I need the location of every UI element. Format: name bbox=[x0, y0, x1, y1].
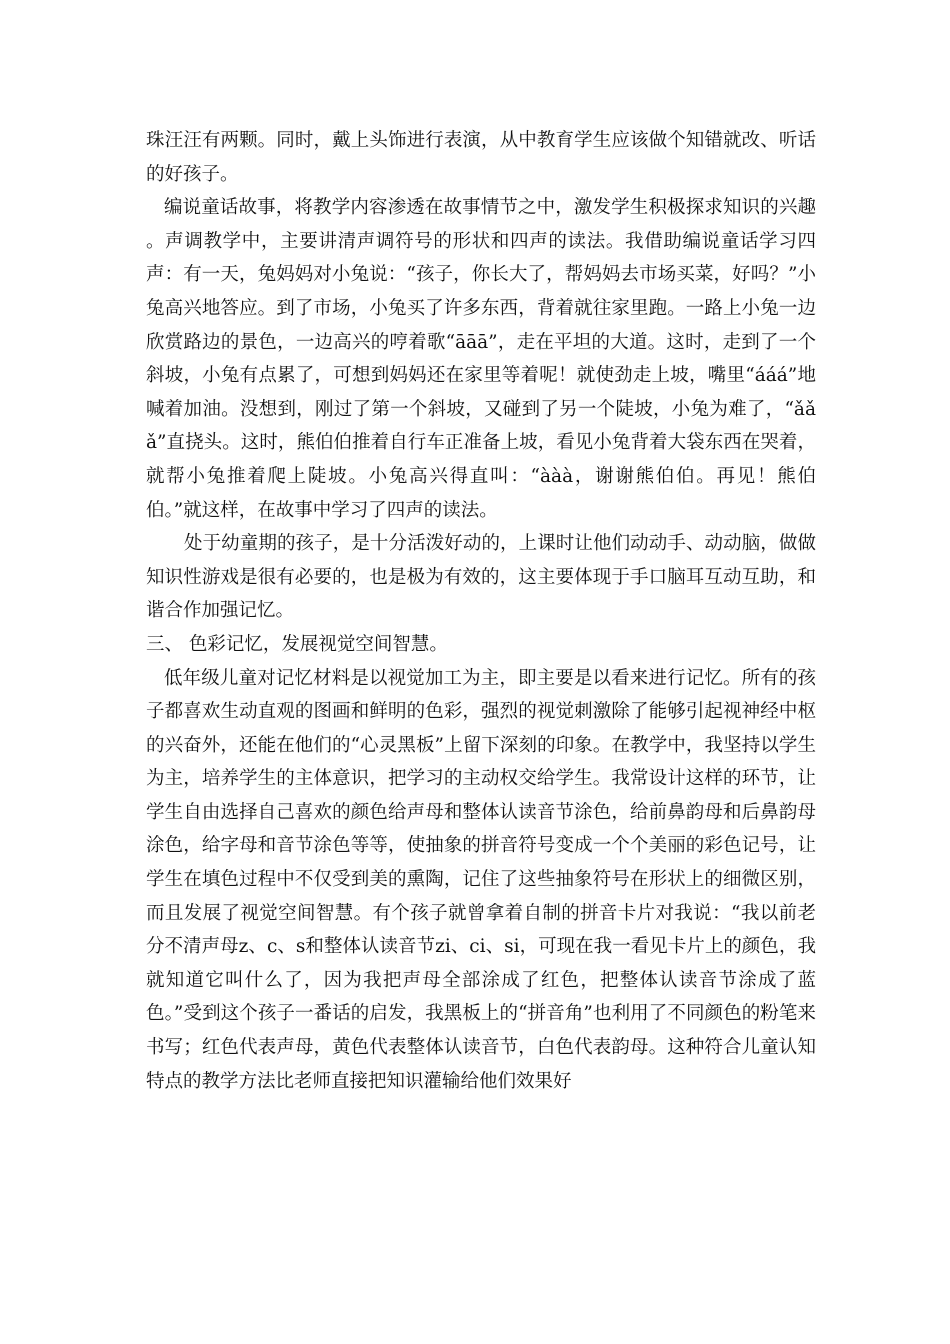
section-heading: 三、 色彩记忆，发展视觉空间智慧。 bbox=[146, 633, 448, 655]
document-body bbox=[146, 124, 816, 1098]
paragraph-games: 处于幼童期的孩子，是十分活泼好动的，上课时让他们动动手、动动脑，做做知识性游戏是很有必要的，也是极为有效的，这主要体现于手口脑耳互动互助，和谐合作加强记忆。 bbox=[146, 533, 816, 622]
paragraph-continuation: 珠汪汪有两颗。同时，戴上头饰进行表演，从中教育学生应该做个知错就改、听话的好孩子。 bbox=[146, 130, 816, 185]
paragraph-color-memory: 低年级儿童对记忆材料是以视觉加工为主，即主要是以看来进行记忆。所有的孩子都喜欢生动直观的图画和鲜明的色彩，强烈的视觉刺激除了能够引起视神经中枢的兴奋外，还能在他们的“心灵黑板”上留下深刻的印象。在教学中，我坚持以学生为主，培养学生的主体意识，把学习的主动权交给学生。我常设计这样的环节，让学生自由选择自己喜欢的颜色给声母和整体认读音节涂色，给前鼻韵母和后鼻韵母涂色，给字母和音节涂色等等，使抽象的拼音符号变成一个个美丽的彩色记号，让学生在填色过程中不仅受到美的熏陶，记住了这些抽象符号在形状上的细微区别，而且发展了视觉空间智慧。有个孩子就曾拿着自制的拼音卡片对我说：“我以前老分不清声母z、c、s和整体认读音节zi、ci、si，可现在我一看见卡片上的颜色，我就知道它叫什么了，因为我把声母全部涂成了红色，把整体认读音节涂成了蓝色。”受到这个孩子一番话的启发，我黑板上的“拼音角”也利用了不同颜色的粉笔来书写；红色代表声母，黄色代表整体认读音节，白色代表韵母。这种符合儿童认知特点的教学方法比老师直接把知识灌输给他们效果好 bbox=[146, 667, 816, 1092]
paragraph-fairy-tale: 编说童话故事，将教学内容渗透在故事情节之中，激发学生积极探求知识的兴趣 。声调教学中，主要讲清声调符号的形状和四声的读法。我借助编说童话学习四声：有一天，兔妈妈对小兔说：“孩子，你长大了，帮妈妈去市场买菜，好吗？”小兔高兴地答应。到了市场，小兔买了许多东西，背着就往家里跑。一路上小兔一边欣赏路边的景色，一边高兴的哼着歌“āāā”，走在平坦的大道。这时，走到了一个斜坡，小兔有点累了，可想到妈妈还在家里等着呢！就使劲走上坡，嘴里“ááá”地喊着加油。没想到，刚过了第一个斜坡，又碰到了另一个陡坡，小兔为难了，“ǎǎǎ”直挠头。这时，熊伯伯推着自行车正准备上坡，看见小兔背着大袋东西在哭着，就帮小兔推着爬上陡坡。小兔高兴得直叫：“ààà，谢谢熊伯伯。再见！熊伯伯。”就这样，在故事中学习了四声的读法。 bbox=[146, 197, 816, 521]
